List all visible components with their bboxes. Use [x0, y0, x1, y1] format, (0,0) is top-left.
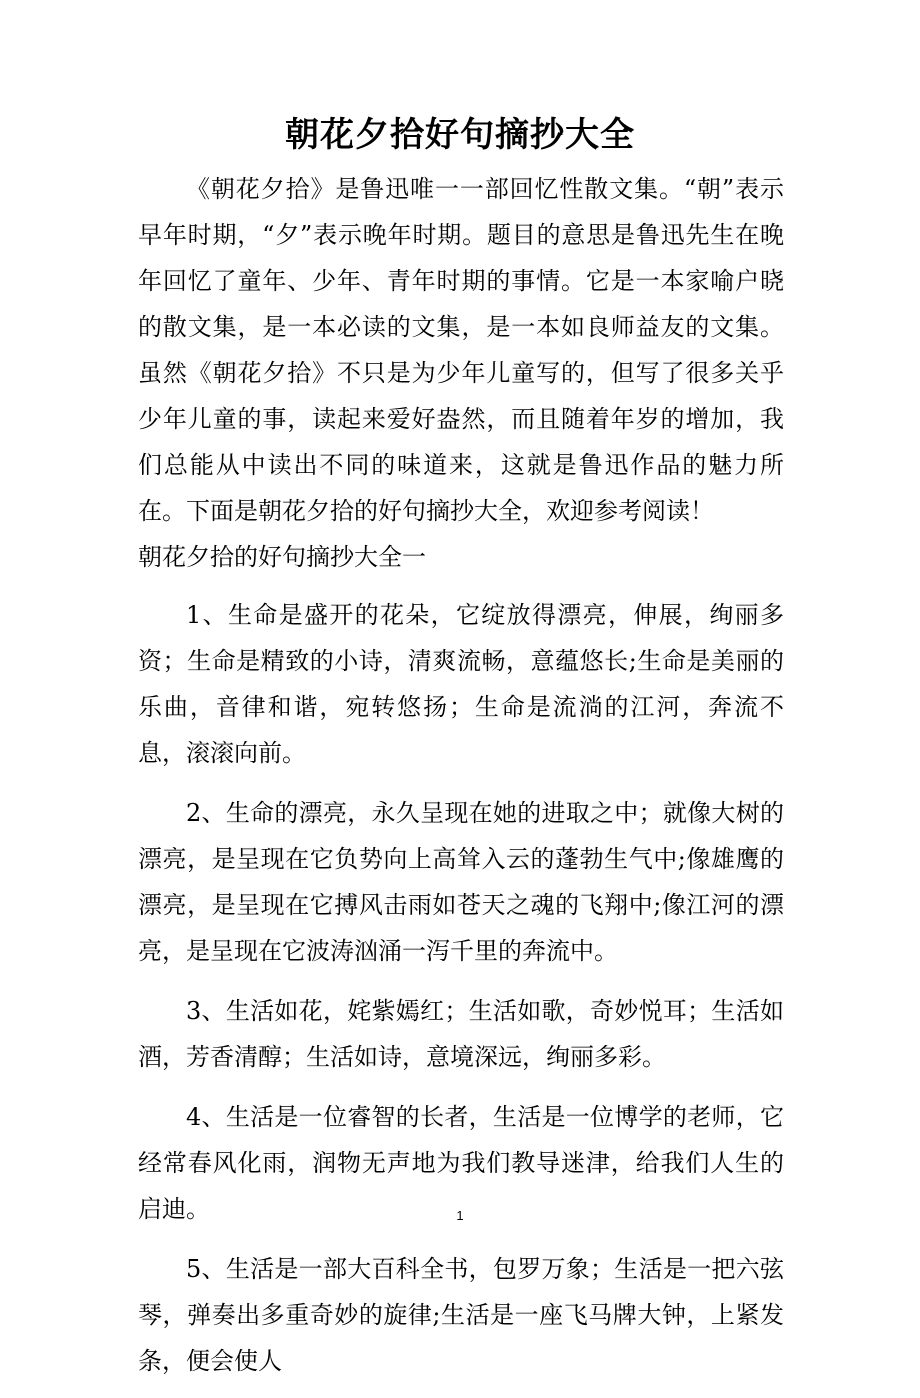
document-title: 朝花夕拾好句摘抄大全 — [285, 115, 635, 155]
quote-item: 5、生活是一部大百科全书，包罗万象；生活是一把六弦琴，弹奏出多重奇妙的旋律;生活是一座飞马牌大钟，上紧发条，便会使人 — [138, 1255, 784, 1375]
intro-paragraph: 《朝花夕拾》是鲁迅唯一一部回忆性散文集。“朝”表示早年时期，“夕”表示晚年时期。题目的意思是鲁迅先生在晚年回忆了童年、少年、青年时期的事情。它是一本家喻户晓的散文集，是一本必读的文集，是一本如良师益友的文集。虽然《朝花夕拾》不只是为少年儿童写的，但写了很多关乎少年儿童的事，读起来爱好盎然，而且随着年岁的增加，我们总能从中读出不同的味道来，这就是鲁迅作品的魅力所在。下面是朝花夕拾的好句摘抄大全，欢迎参考阅读！ — [138, 175, 784, 525]
page-number: 1 — [456, 1208, 464, 1223]
section-heading: 朝花夕拾的好句摘抄大全一 — [138, 543, 426, 571]
quote-item: 4、生活是一位睿智的长者，生活是一位博学的老师，它经常春风化雨，润物无声地为我们教导迷津，给我们人生的启迪。 — [138, 1103, 784, 1223]
quote-item: 1、生命是盛开的花朵，它绽放得漂亮，伸展，绚丽多资；生命是精致的小诗，清爽流畅，意蕴悠长;生命是美丽的乐曲，音律和谐，宛转悠扬；生命是流淌的江河，奔流不息，滚滚向前。 — [138, 601, 784, 767]
quote-item: 2、生命的漂亮，永久呈现在她的进取之中；就像大树的漂亮，是呈现在它负势向上高耸入云的蓬勃生气中;像雄鹰的漂亮，是呈现在它搏风击雨如苍天之魂的飞翔中;像江河的漂亮，是呈现在它波涛汹涌一泻千里的奔流中。 — [138, 799, 784, 965]
quote-item: 3、生活如花，姹紫嫣红；生活如歌，奇妙悦耳；生活如酒，芳香清醇；生活如诗，意境深远，绚丽多彩。 — [138, 997, 784, 1071]
